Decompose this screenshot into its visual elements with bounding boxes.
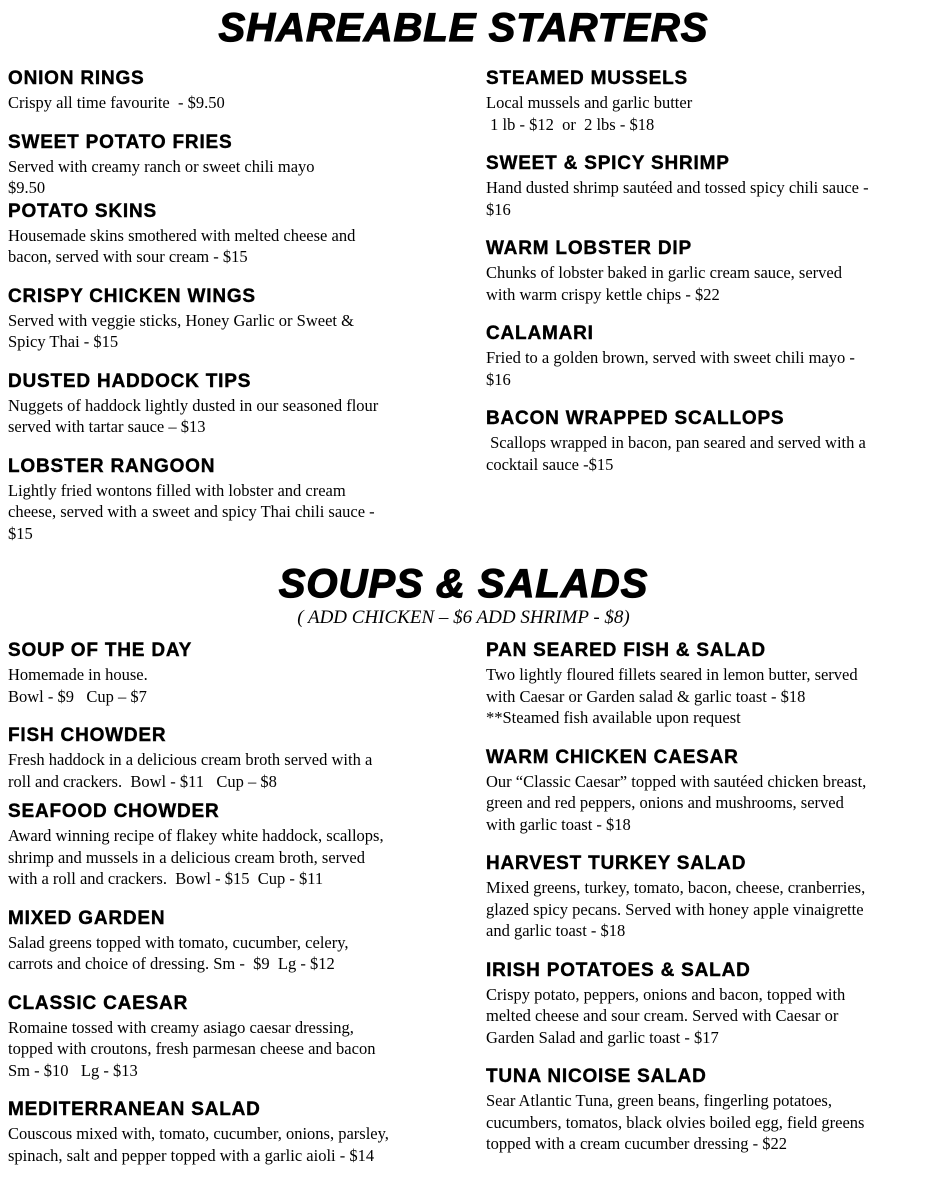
menu-item-harvest-turkey-salad <box>486 853 927 942</box>
menu-item-warm-lobster-dip <box>486 238 927 305</box>
item-name: POTATO SKINS <box>8 200 157 222</box>
item-description: Crispy all time favourite - $9.50 <box>8 93 225 112</box>
section-header-soups-salads <box>0 562 927 630</box>
item-name: BACON WRAPPED SCALLOPS <box>486 408 785 429</box>
soups-right-column <box>486 640 927 1184</box>
item-name: STEAMED MUSSELS <box>486 68 689 89</box>
item-name: ONION RINGS <box>8 68 145 89</box>
item-name: SEAFOOD CHOWDER <box>8 801 220 822</box>
section-subtitle-add-ons: ( ADD CHICKEN – $6 ADD SHRIMP - $8) <box>297 607 630 628</box>
item-description: Scallops wrapped in bacon, pan seared and served with a cocktail sauce -$15 <box>486 433 866 474</box>
item-description: Local mussels and garlic butter 1 lb - $12 or 2 lbs - $18 <box>486 93 693 134</box>
menu-item-steamed-mussels <box>486 68 927 135</box>
menu-item-fish-chowder <box>8 725 486 792</box>
menu-item-soup-of-the-day <box>8 640 486 707</box>
item-name: MIXED GARDEN <box>8 907 166 929</box>
item-name: DUSTED HADDOCK TIPS <box>8 370 252 392</box>
item-description: Crispy potato, peppers, onions and bacon, topped with melted cheese and sour cream. Served with Caesar or Garden Salad and garlic toast - $17 <box>486 984 846 1047</box>
menu-item-lobster-rangoon <box>8 456 486 545</box>
item-description: Salad greens topped with tomato, cucumber, celery, carrots and choice of dressing. Sm - $9 Lg - $12 <box>8 932 349 973</box>
item-description: Nuggets of haddock lightly dusted in our seasoned flour served with tartar sauce – $13 <box>8 395 379 436</box>
menu-item-crispy-chicken-wings <box>8 286 486 353</box>
menu-item-classic-caesar <box>8 993 486 1082</box>
item-name: HARVEST TURKEY SALAD <box>486 853 747 874</box>
item-description: Served with veggie sticks, Honey Garlic or Sweet & Spicy Thai - $15 <box>8 310 354 351</box>
item-name: LOBSTER RANGOON <box>8 455 216 477</box>
item-description: Couscous mixed with, tomato, cucumber, onions, parsley, spinach, salt and pepper topped with a garlic aioli - $14 <box>8 1124 389 1165</box>
menu-item-mediterranean-salad <box>8 1099 486 1166</box>
menu-item-dusted-haddock-tips <box>8 371 486 438</box>
menu-item-seafood-chowder <box>8 801 486 890</box>
item-name: FISH CHOWDER <box>8 725 167 746</box>
item-name: WARM CHICKEN CAESAR <box>486 746 739 768</box>
item-description: Chunks of lobster baked in garlic cream sauce, served with warm crispy kettle chips - $22 <box>486 263 842 304</box>
starters-right-column <box>486 68 927 562</box>
item-description: Romaine tossed with creamy asiago caesar dressing, topped with croutons, fresh parmesan cheese and bacon Sm - $10 Lg - $13 <box>8 1017 376 1080</box>
menu-item-bacon-wrapped-scallops <box>486 408 927 475</box>
menu-item-irish-potatoes-salad <box>486 960 927 1049</box>
soups-left-column <box>8 640 486 1184</box>
section-title-soups-salads: SOUPS & SALADS <box>278 562 649 606</box>
section-header-shareable-starters <box>0 0 927 50</box>
item-description: Served with creamy ranch or sweet chili mayo $9.50 <box>8 156 315 197</box>
section-title-shareable-starters: SHAREABLE STARTERS <box>218 6 709 50</box>
item-description: Fresh haddock in a delicious cream broth served with a roll and crackers. Bowl - $11 Cup – $8 <box>8 750 373 791</box>
menu-item-tuna-nicoise-salad <box>486 1066 927 1155</box>
item-name: IRISH POTATOES & SALAD <box>486 959 751 981</box>
item-description: Lightly fried wontons filled with lobster and cream cheese, served with a sweet and spicy Thai chili sauce - $15 <box>8 480 375 543</box>
menu-item-onion-rings <box>8 68 486 114</box>
item-description: Two lightly floured fillets seared in lemon butter, served with Caesar or Garden salad & garlic toast - $18 **Steamed fish available upon request <box>486 665 858 727</box>
item-name: CLASSIC CAESAR <box>8 992 189 1014</box>
item-name: SOUP OF THE DAY <box>8 640 193 661</box>
item-description: Mixed greens, turkey, tomato, bacon, cheese, cranberries, glazed spicy pecans. Served with honey apple vinaigrette and garlic toast - $18 <box>486 878 866 940</box>
item-name: MEDITERRANEAN SALAD <box>8 1099 261 1120</box>
item-name: SWEET POTATO FRIES <box>8 131 233 153</box>
item-name: CRISPY CHICKEN WINGS <box>8 285 256 307</box>
menu-item-sweet-potato-fries <box>8 132 486 199</box>
menu-item-warm-chicken-caesar <box>486 747 927 836</box>
menu-item-sweet-spicy-shrimp <box>486 153 927 220</box>
item-description: Housemade skins smothered with melted cheese and bacon, served with sour cream - $15 <box>8 225 356 266</box>
menu-item-mixed-garden <box>8 908 486 975</box>
starters-columns <box>0 68 927 562</box>
item-description: Award winning recipe of flakey white haddock, scallops, shrimp and mussels in a delicious cream broth, served with a roll and crackers. Bowl - $15 Cup - $11 <box>8 826 384 888</box>
menu-item-calamari <box>486 323 927 390</box>
item-name: WARM LOBSTER DIP <box>486 238 692 259</box>
item-description: Fried to a golden brown, served with sweet chili mayo - $16 <box>486 348 855 389</box>
item-name: PAN SEARED FISH & SALAD <box>486 640 766 661</box>
item-name: SWEET & SPICY SHRIMP <box>486 153 730 174</box>
item-name: TUNA NICOISE SALAD <box>486 1066 707 1087</box>
item-name: CALAMARI <box>486 323 594 344</box>
item-description: Our “Classic Caesar” topped with sautéed chicken breast, green and red peppers, onions and mushrooms, served with garlic toast - $18 <box>486 771 867 834</box>
menu-item-potato-skins <box>8 201 486 268</box>
menu-item-pan-seared-fish-salad <box>486 640 927 729</box>
starters-left-column <box>8 68 486 562</box>
item-description: Hand dusted shrimp sautéed and tossed spicy chili sauce - $16 <box>486 178 869 219</box>
item-description: Homemade in house. Bowl - $9 Cup – $7 <box>8 665 148 706</box>
item-description: Sear Atlantic Tuna, green beans, fingerling potatoes, cucumbers, tomatos, black olvies boiled egg, field greens topped with a cream cucumber dressing - $22 <box>486 1091 865 1153</box>
soups-salads-columns <box>0 640 927 1184</box>
